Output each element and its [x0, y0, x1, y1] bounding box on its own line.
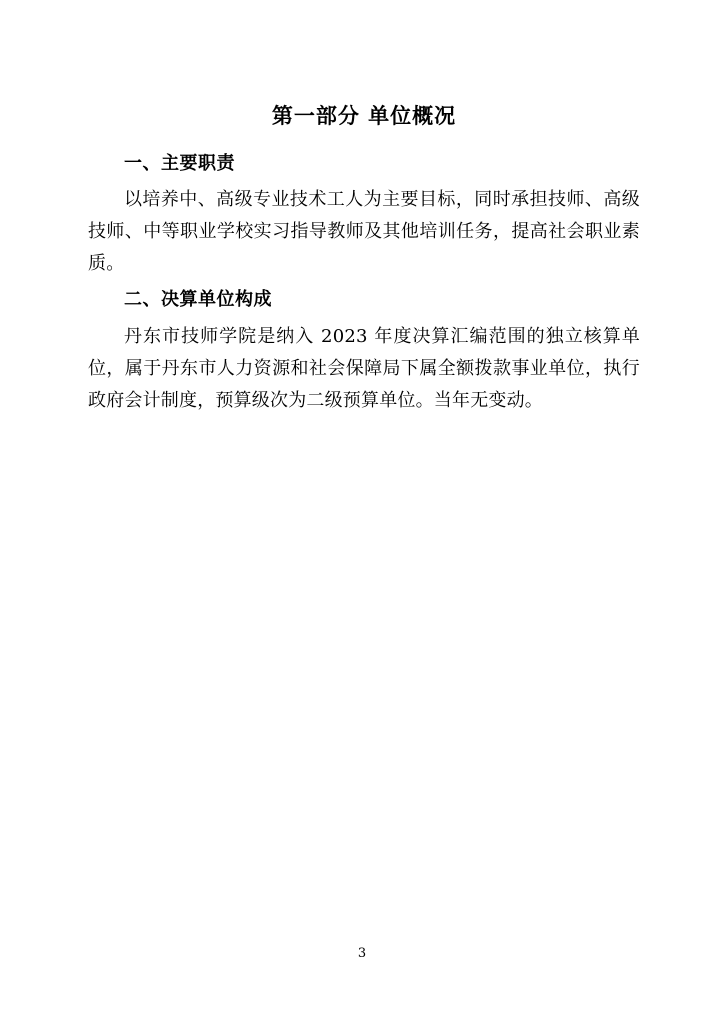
document-content: [88, 100, 640, 423]
page-number: 3: [357, 946, 367, 961]
section-heading-main-duties: 一、主要职责: [124, 152, 235, 174]
section-paragraph-main-duties: 以培养中、高级专业技术工人为主要目标，同时承担技师、高级技师、中等职业学校实习指导教师及其他培训任务，提高社会职业素质。: [88, 189, 640, 275]
page-title: 第一部分 单位概况: [271, 103, 457, 128]
section-paragraph-unit-composition: 丹东市技师学院是纳入 2023 年度决算汇编范围的独立核算单位，属于丹东市人力资源和社会保障局下属全额拨款事业单位，执行政府会计制度，预算级次为二级预算单位。当年无变动。: [88, 326, 640, 412]
section-heading-unit-composition: 二、决算单位构成: [124, 289, 272, 311]
